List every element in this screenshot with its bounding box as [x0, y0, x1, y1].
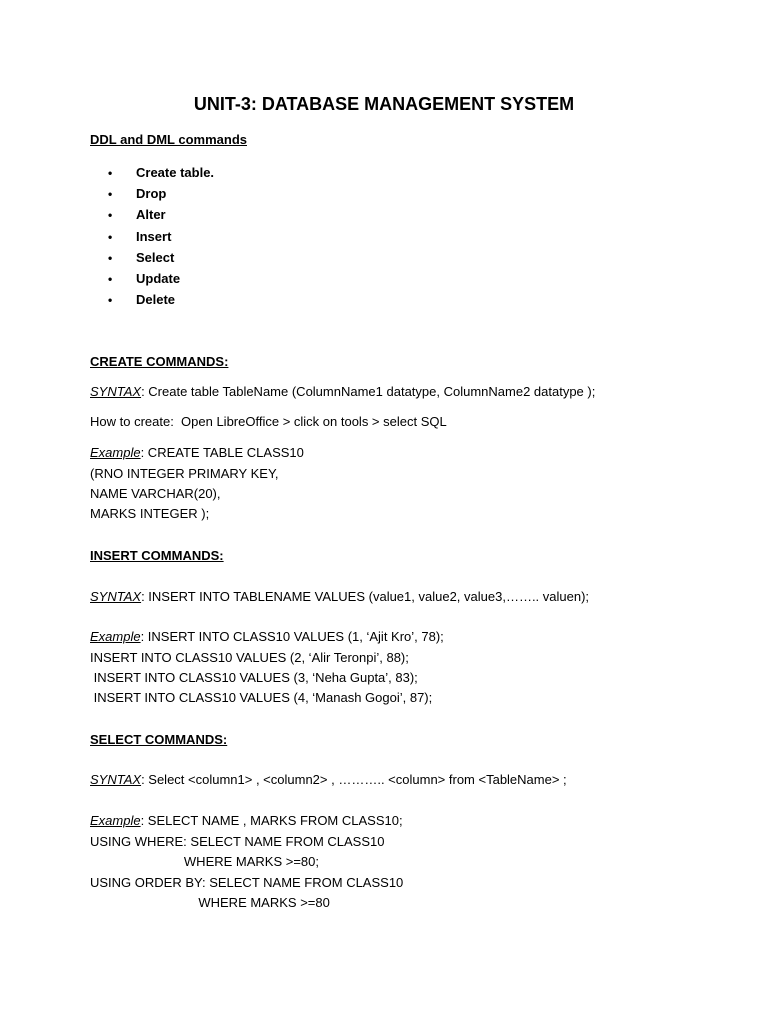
insert-syntax: [90, 587, 589, 607]
command-label: Insert: [136, 228, 172, 244]
code-line: (RNO INTEGER PRIMARY KEY,: [90, 466, 279, 481]
example-text: : SELECT NAME , MARKS FROM CLASS10;: [140, 813, 403, 828]
list-item: [108, 162, 214, 183]
command-list: [108, 162, 214, 310]
code-line: USING WHERE: SELECT NAME FROM CLASS10: [90, 834, 385, 849]
example-label: Example: [90, 813, 141, 828]
command-label: Update: [136, 270, 181, 286]
example-text: : CREATE TABLE CLASS10: [140, 445, 304, 460]
select-example: [90, 811, 403, 831]
command-label: Alter: [136, 207, 166, 223]
code-line: NAME VARCHAR(20),: [90, 486, 221, 501]
syntax-text: : INSERT INTO TABLENAME VALUES (value1, value2, value3,…….. valuen);: [141, 589, 590, 604]
syntax-text: : Select <column1> , <column2> , ……….. <column> from <TableName> ;: [141, 772, 567, 787]
create-how-to: How to create: Open LibreOffice > click on tools > select SQL: [90, 414, 447, 429]
code-line: USING ORDER BY: SELECT NAME FROM CLASS10: [90, 875, 404, 890]
select-commands-heading: SELECT COMMANDS:: [90, 732, 228, 747]
create-syntax: [90, 382, 595, 402]
bullet-icon: •: [108, 208, 113, 223]
code-line: MARKS INTEGER );: [90, 506, 210, 521]
list-item: [108, 183, 214, 204]
bullet-icon: •: [108, 166, 113, 180]
list-item: [108, 204, 214, 225]
page-title: UNIT-3: DATABASE MANAGEMENT SYSTEM: [193, 94, 575, 114]
create-example: [90, 443, 304, 463]
insert-example: [90, 627, 444, 647]
list-item: [108, 247, 214, 268]
command-label: Drop: [136, 186, 167, 202]
syntax-label: SYNTAX: [90, 589, 142, 604]
command-label: Select: [136, 249, 175, 265]
bullet-icon: •: [108, 187, 113, 202]
syntax-text: : Create table TableName (ColumnName1 datatype, ColumnName2 datatype );: [141, 384, 596, 399]
command-label: Create table.: [136, 165, 215, 180]
syntax-label: SYNTAX: [90, 772, 142, 787]
bullet-icon: •: [108, 293, 113, 308]
example-label: Example: [90, 629, 141, 644]
example-label: Example: [90, 445, 141, 460]
bullet-icon: •: [108, 229, 113, 244]
command-label: Delete: [136, 292, 176, 308]
ddl-dml-heading: DDL and DML commands: [90, 132, 247, 147]
create-commands-heading: CREATE COMMANDS:: [90, 354, 229, 369]
insert-commands-heading: INSERT COMMANDS:: [90, 548, 224, 563]
list-item: [108, 226, 214, 247]
code-line: INSERT INTO CLASS10 VALUES (4, ‘Manash Gogoi’, 87);: [90, 690, 433, 705]
select-syntax: [90, 770, 567, 790]
code-line: WHERE MARKS >=80;: [90, 854, 320, 869]
code-line: INSERT INTO CLASS10 VALUES (2, ‘Alir Teronpi’, 88);: [90, 650, 409, 665]
bullet-icon: •: [108, 250, 113, 265]
list-item: [108, 268, 214, 289]
syntax-label: SYNTAX: [90, 384, 142, 399]
list-item: [108, 289, 214, 310]
example-text: : INSERT INTO CLASS10 VALUES (1, ‘Ajit Kro’, 78);: [140, 629, 444, 644]
code-line: WHERE MARKS >=80: [90, 895, 330, 910]
code-line: INSERT INTO CLASS10 VALUES (3, ‘Neha Gupta’, 83);: [90, 670, 418, 685]
bullet-icon: •: [108, 271, 113, 286]
